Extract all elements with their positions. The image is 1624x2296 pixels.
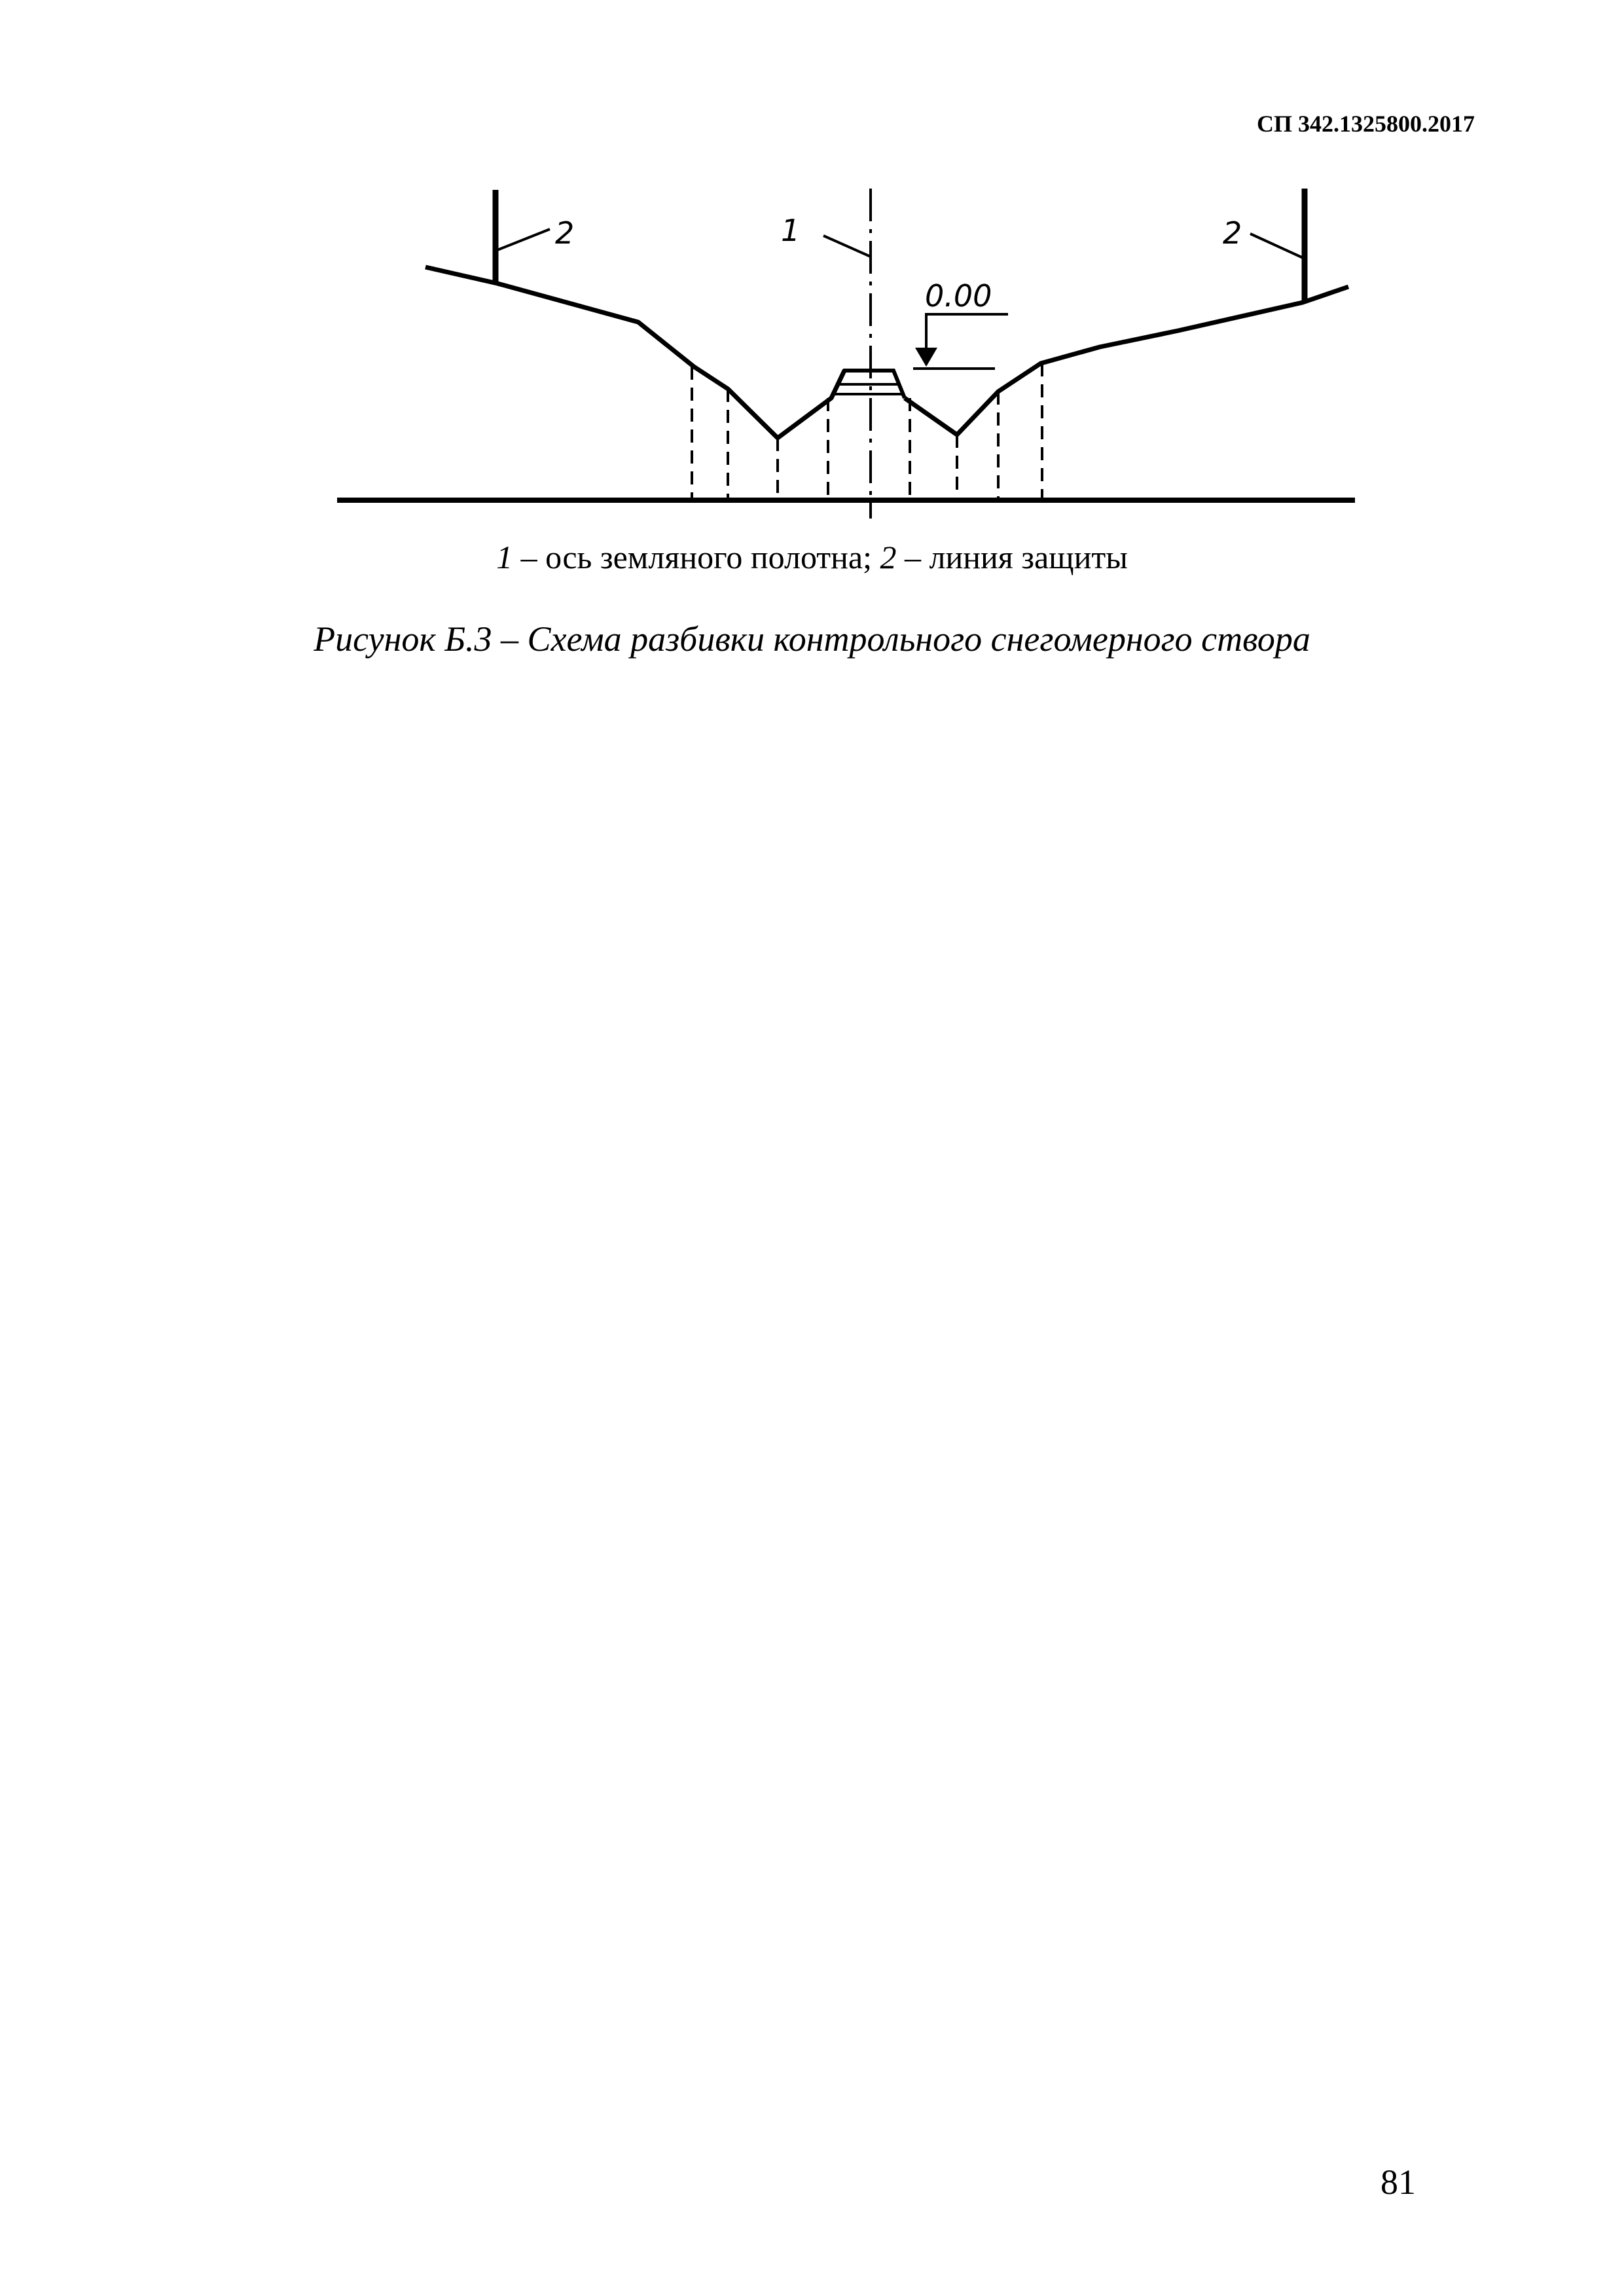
snow-survey-diagram: [0, 0, 1624, 537]
label-protection-left: 2: [555, 215, 575, 251]
leader-axis: [823, 236, 871, 257]
page-number: 81: [1380, 2162, 1416, 2202]
legend-text-1: – ось земляного полотна;: [513, 539, 880, 575]
label-elevation: 0.00: [925, 278, 992, 314]
legend-number-1: 1: [496, 539, 513, 575]
figure-caption: Рисунок Б.3 – Схема разбивки контрольного снегомерного створа: [314, 619, 1310, 659]
figure-legend: [0, 538, 1624, 576]
legend-text-2: – линия защиты: [896, 539, 1128, 575]
terrain-profile-left: [425, 267, 844, 438]
label-axis: 1: [781, 213, 801, 248]
legend-number-2: 2: [880, 539, 897, 575]
leader-left: [496, 229, 550, 251]
leader-right: [1250, 234, 1305, 259]
elevation-arrow: [915, 348, 937, 367]
elevation-leader: [926, 314, 1008, 354]
document-code: СП 342.1325800.2017: [1257, 111, 1475, 137]
label-protection-right: 2: [1223, 215, 1242, 251]
